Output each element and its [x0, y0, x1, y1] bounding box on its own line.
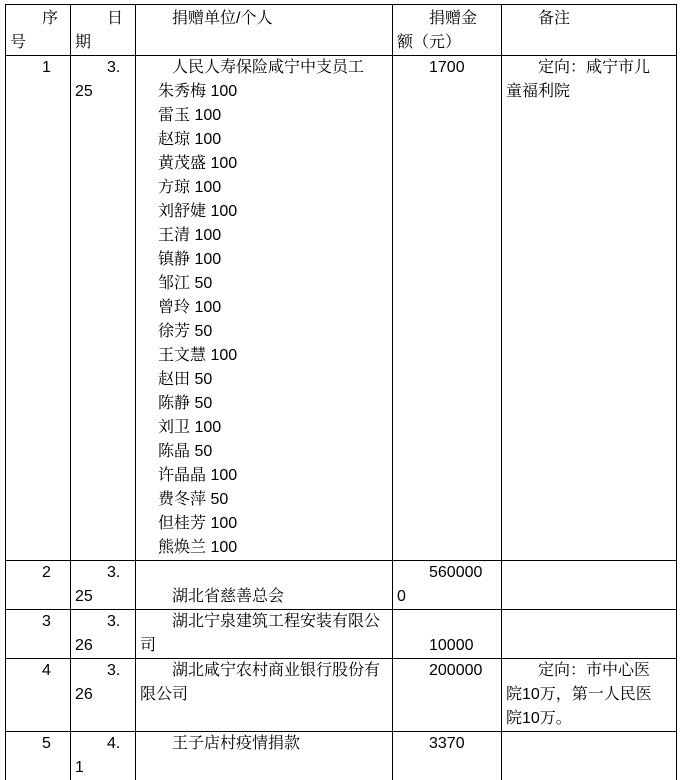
text-line: 26	[75, 637, 93, 654]
text-line: 陈静 50	[158, 395, 213, 412]
text-line: 日	[107, 10, 124, 27]
text-line: 湖北省慈善总会	[172, 588, 285, 605]
text-line: 26	[75, 686, 93, 703]
text-line: 期	[75, 34, 92, 51]
cell-remark	[502, 732, 677, 780]
cell-serial	[6, 56, 71, 561]
text-line: 王文慧 100	[158, 347, 238, 364]
text-line: 25	[75, 83, 93, 100]
text-line: 朱秀梅 100	[158, 83, 238, 100]
text-line: 25	[75, 588, 93, 605]
text-line: 1	[75, 759, 84, 776]
text-line: 3.	[107, 59, 121, 76]
header-cell-donor	[136, 5, 393, 56]
cell-serial	[6, 732, 71, 780]
cell-donor	[136, 561, 393, 610]
cell-amount	[393, 659, 502, 732]
text-line: 3370	[429, 735, 465, 752]
table-row	[6, 56, 677, 561]
cell-donor	[136, 659, 393, 732]
text-line: 王清 100	[158, 227, 222, 244]
text-line	[140, 561, 388, 585]
cell-remark	[502, 561, 677, 610]
text-line: 赵琼 100	[158, 131, 222, 148]
text-line: 湖北宁泉建筑工程安装有限公	[172, 613, 381, 630]
text-line: 限公司	[140, 686, 189, 703]
text-line: 4	[42, 662, 51, 679]
cell-donor	[136, 732, 393, 780]
text-line: 童福利院	[506, 83, 571, 100]
cell-serial	[6, 610, 71, 659]
text-line: 3.	[107, 613, 121, 630]
table-row	[6, 659, 677, 732]
header-cell-amount	[393, 5, 502, 56]
text-line: 备注	[538, 10, 571, 27]
text-line: 捐赠金	[429, 10, 478, 27]
text-line: 2	[42, 564, 51, 581]
cell-remark	[502, 610, 677, 659]
table-header	[6, 5, 677, 56]
text-line: 刘舒婕 100	[158, 203, 238, 220]
text-line: 定向：咸宁市儿	[538, 59, 651, 76]
text-line: 3	[42, 613, 51, 630]
header-row	[6, 5, 677, 56]
cell-amount	[393, 732, 502, 780]
cell-date	[71, 659, 136, 732]
header-cell-remark	[502, 5, 677, 56]
text-line: 方琼 100	[158, 179, 222, 196]
text-line: 200000	[429, 662, 483, 679]
text-line: 人民人寿保险咸宁中支员工	[172, 59, 365, 76]
cell-date	[71, 732, 136, 780]
text-line: 10000	[429, 637, 474, 654]
cell-remark	[502, 56, 677, 561]
text-line: 曾玲 100	[158, 299, 222, 316]
cell-date	[71, 56, 136, 561]
text-line: 黄茂盛 100	[158, 155, 238, 172]
text-line: 定向：市中心医	[538, 662, 651, 679]
text-line: 陈晶 50	[158, 443, 213, 460]
cell-donor	[136, 56, 393, 561]
text-line: 刘卫 100	[158, 419, 222, 436]
text-line: 徐芳 50	[158, 323, 213, 340]
cell-amount	[393, 610, 502, 659]
text-line: 王子店村疫情捐款	[172, 735, 301, 752]
text-line: 湖北咸宁农村商业银行股份有	[172, 662, 381, 679]
table-body	[6, 56, 677, 780]
text-line: 号	[10, 34, 27, 51]
text-line: 院10万，第一人民医	[506, 686, 652, 703]
table-row	[6, 732, 677, 780]
table-row	[6, 561, 677, 610]
header-cell-date	[71, 5, 136, 56]
donation-table	[5, 4, 677, 780]
table-row	[6, 610, 677, 659]
text-line: 560000	[429, 564, 483, 581]
text-line: 熊焕兰 100	[158, 539, 238, 556]
cell-serial	[6, 561, 71, 610]
cell-remark	[502, 659, 677, 732]
text-line: 司	[140, 637, 157, 654]
text-line: 序	[42, 10, 59, 27]
text-line: 许晶晶 100	[158, 467, 238, 484]
cell-amount	[393, 56, 502, 561]
text-line: 0	[397, 588, 406, 605]
text-line: 赵田 50	[158, 371, 213, 388]
cell-donor	[136, 610, 393, 659]
cell-date	[71, 561, 136, 610]
text-line: 雷玉 100	[158, 107, 222, 124]
text-line: 镇静 100	[158, 251, 222, 268]
header-cell-serial	[6, 5, 71, 56]
cell-serial	[6, 659, 71, 732]
text-line: 捐赠单位/个人	[172, 10, 273, 27]
text-line: 3.	[107, 662, 121, 679]
cell-date	[71, 610, 136, 659]
text-line: 费冬萍 50	[158, 491, 229, 508]
text-line: 院10万。	[506, 710, 572, 727]
text-line: 1	[42, 59, 51, 76]
text-line: 4.	[107, 735, 121, 752]
text-line: 3.	[107, 564, 121, 581]
text-line: 但桂芳 100	[158, 515, 238, 532]
text-line: 5	[42, 735, 51, 752]
text-line	[397, 610, 497, 634]
text-line: 邹江 50	[158, 275, 213, 292]
cell-amount	[393, 561, 502, 610]
text-line: 1700	[429, 59, 465, 76]
text-line: 额（元）	[397, 34, 462, 51]
